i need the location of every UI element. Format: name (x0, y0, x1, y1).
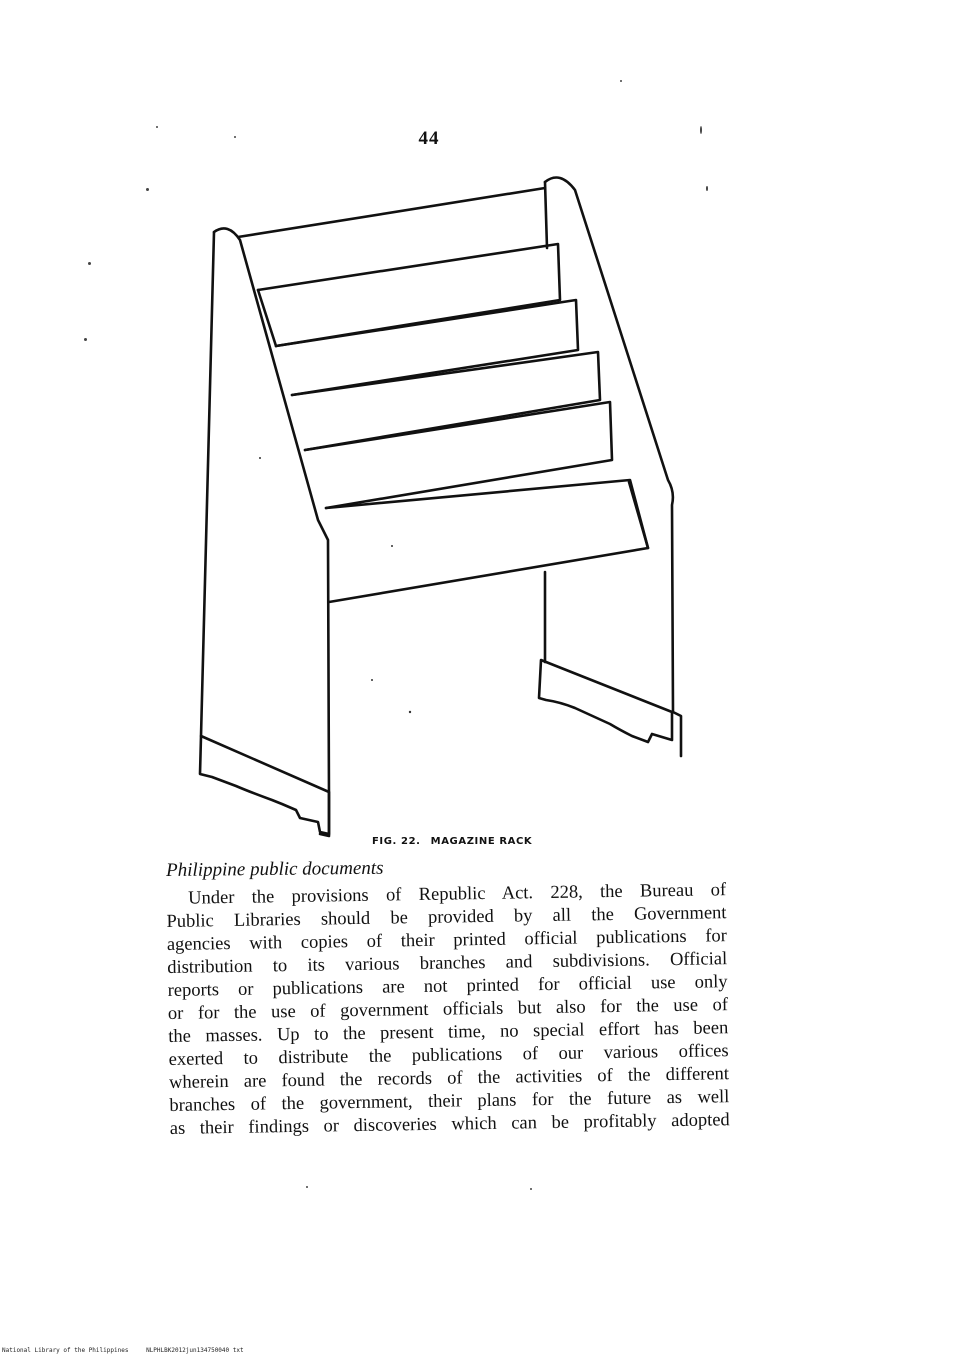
body-paragraph (166, 879, 730, 1141)
paragraph-line: wherein are found the records of the activities of the different (168, 1064, 730, 1093)
rack-shelf-2 (276, 300, 578, 395)
paragraph-line: as their findings or discoveries which can be profitably adopted (169, 1110, 730, 1139)
footer-file-code: NLPHLBK2012jun134750040 txt (146, 1347, 244, 1354)
scan-speck (156, 126, 158, 128)
scan-speck (84, 338, 87, 341)
rack-shelf-1 (258, 244, 560, 346)
scan-footer (2, 1347, 258, 1354)
section-heading: Philippine public documents (166, 857, 384, 881)
scan-speck (146, 188, 149, 191)
rack-shelf-4 (305, 402, 612, 508)
page-number: 44 (418, 128, 440, 149)
scan-speck (700, 126, 702, 134)
scan-speck (620, 80, 622, 82)
scan-speck (88, 262, 91, 265)
paragraph-line: Public Libraries should be provided by all the Government (166, 903, 727, 932)
scan-speck (706, 186, 708, 191)
scan-speck (530, 1188, 532, 1190)
paragraph-line: branches of the government, their plans for the future as well (169, 1087, 730, 1116)
rack-back-foot (539, 660, 672, 742)
rack-shelf-3 (292, 352, 600, 450)
paragraph-line: or for the use of government officials but also for the use of (167, 995, 729, 1024)
rack-shelf-5 (326, 480, 648, 602)
rack-front-foot (200, 736, 329, 834)
scan-speck (234, 136, 236, 138)
scan-speck (306, 1186, 308, 1188)
paragraph-line: distribution to its various branches and subdivisions. Official (167, 949, 728, 978)
rack-front-side-panel (214, 228, 329, 836)
figure-caption (372, 836, 538, 847)
paragraph-line: Under the provisions of Republic Act. 228, the Bureau of (188, 880, 727, 909)
paragraph-line: exerted to distribute the publications of our various offices (168, 1041, 729, 1070)
footer-library-name: National Library of the Philippines (2, 1347, 129, 1354)
figure-caption-title: MAGAZINE RACK (430, 836, 533, 847)
paragraph-line: reports or publications are not printed for official use only (167, 972, 728, 1001)
paragraph-line: agencies with copies of their printed official publications for (166, 926, 727, 955)
paragraph-line: the masses. Up to the present time, no special effort has been (168, 1018, 729, 1047)
figure-caption-number: FIG. 22. (372, 836, 421, 847)
magazine-rack-illustration (190, 168, 690, 840)
